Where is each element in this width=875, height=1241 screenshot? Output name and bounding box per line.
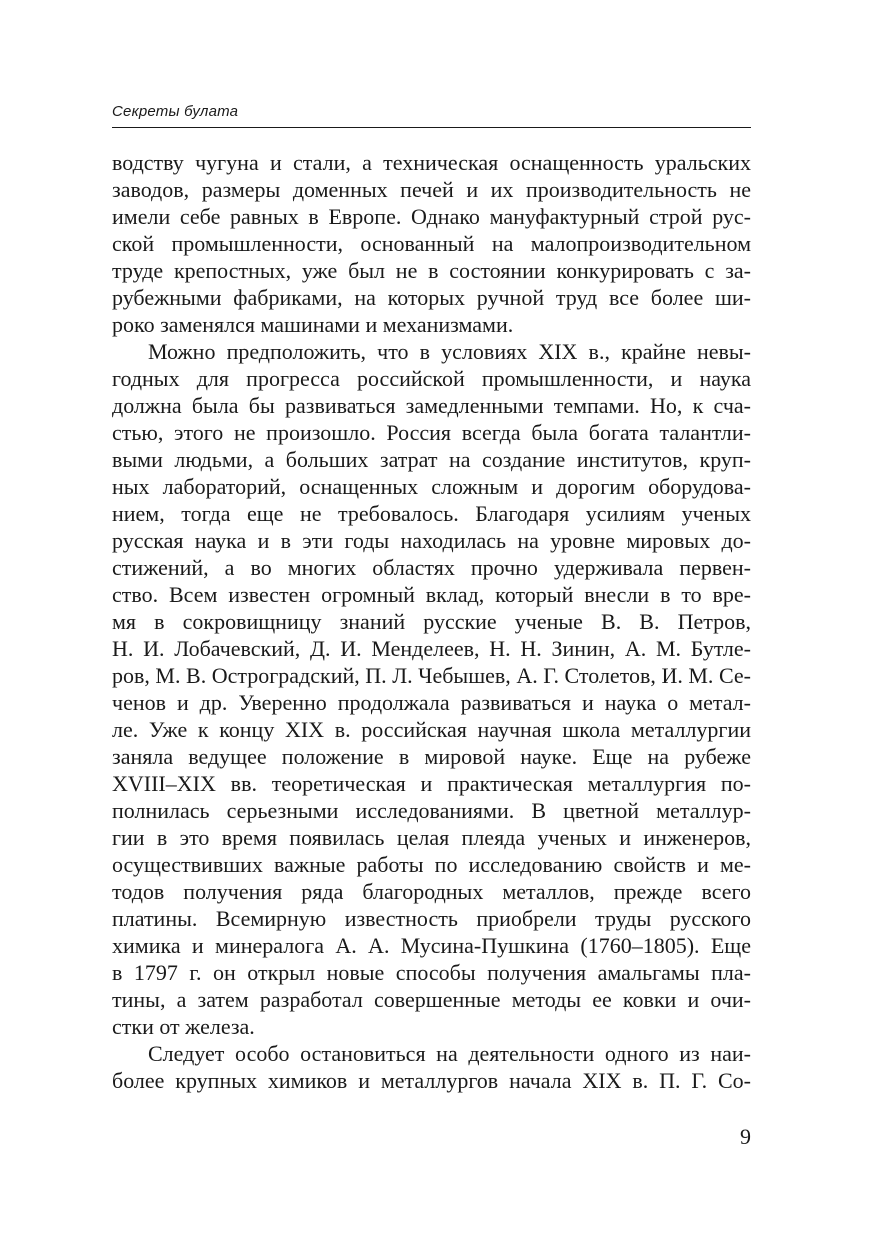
body-text	[112, 149, 751, 1094]
text-line: в 1797 г. он открыл новые способы получения амальгамы пла-	[112, 960, 751, 985]
text-line: осуществивших важные работы по исследованию свойств и ме-	[112, 852, 751, 877]
text-line: гии в это время появилась целая плеяда ученых и инженеров,	[112, 825, 751, 850]
text-line: тодов получения ряда благородных металлов, прежде всего	[112, 879, 751, 904]
text-line: заняла ведущее положение в мировой науке. Еще на рубеже	[112, 744, 751, 769]
running-head-title: Секреты булата	[112, 103, 239, 120]
header-rule	[112, 127, 751, 128]
text-line: нием, тогда еще не требовалось. Благодаря усилиям ученых	[112, 501, 751, 526]
text-line: тины, а затем разработал совершенные методы ее ковки и очи-	[112, 987, 751, 1012]
text-line: XVIII–XIX вв. теоретическая и практическая металлургия по-	[112, 771, 751, 796]
text-line: ство. Всем известен огромный вклад, который внесли в то вре-	[112, 582, 751, 607]
page-number: 9	[740, 1124, 751, 1149]
text-line: более крупных химиков и металлургов начала XIX в. П. Г. Со-	[112, 1068, 751, 1093]
text-line: роко заменялся машинами и механизмами.	[112, 312, 514, 337]
text-line: ных лабораторий, оснащенных сложным и дорогим оборудова-	[112, 474, 751, 499]
text-line: стки от железа.	[112, 1014, 255, 1039]
text-line: водству чугуна и стали, а техническая оснащенность уральских	[112, 150, 751, 175]
paragraph-2	[112, 338, 751, 1040]
text-line: химика и минералога А. А. Мусина-Пушкина (1760–1805). Еще	[112, 933, 751, 958]
text-line: Н. И. Лобачевский, Д. И. Менделеев, Н. Н. Зинин, А. М. Бутле-	[112, 636, 751, 661]
text-line: ле. Уже к концу XIX в. российская научная школа металлургии	[112, 717, 751, 742]
text-line: стижений, а во многих областях прочно удерживала первен-	[112, 555, 751, 580]
text-line: имели себе равных в Европе. Однако мануфактурный строй рус-	[112, 204, 751, 229]
text-line: заводов, размеры доменных печей и их производительность не	[112, 177, 751, 202]
text-line: русская наука и в эти годы находилась на уровне мировых до-	[112, 528, 751, 553]
text-line: ченов и др. Уверенно продолжала развиваться и наука о метал-	[112, 690, 751, 715]
text-line: труде крепостных, уже был не в состоянии конкурировать с за-	[112, 258, 751, 283]
text-line: ров, М. В. Остроградский, П. Л. Чебышев, А. Г. Столетов, И. М. Се-	[112, 663, 751, 688]
text-line: годных для прогресса российской промышленности, и наука	[112, 366, 751, 391]
paragraph-1	[112, 149, 751, 338]
paragraph-3	[112, 1040, 751, 1094]
text-line: мя в сокровищницу знаний русские ученые В. В. Петров,	[112, 609, 751, 634]
text-line: полнилась серьезными исследованиями. В цветной металлур-	[112, 798, 751, 823]
text-line: ской промышленности, основанный на малопроизводительном	[112, 231, 751, 256]
text-line: выми людьми, а больших затрат на создание институтов, круп-	[112, 447, 751, 472]
text-line: рубежными фабриками, на которых ручной труд все более ши-	[112, 285, 751, 310]
text-line: должна была бы развиваться замедленными темпами. Но, к сча-	[112, 393, 751, 418]
text-line: стью, этого не произошло. Россия всегда была богата талантли-	[112, 420, 751, 445]
text-line: Следует особо остановиться на деятельности одного из наи-	[148, 1041, 751, 1066]
text-line: платины. Всемирную известность приобрели труды русского	[112, 906, 751, 931]
text-line: Можно предположить, что в условиях XIX в., крайне невы-	[148, 339, 751, 364]
